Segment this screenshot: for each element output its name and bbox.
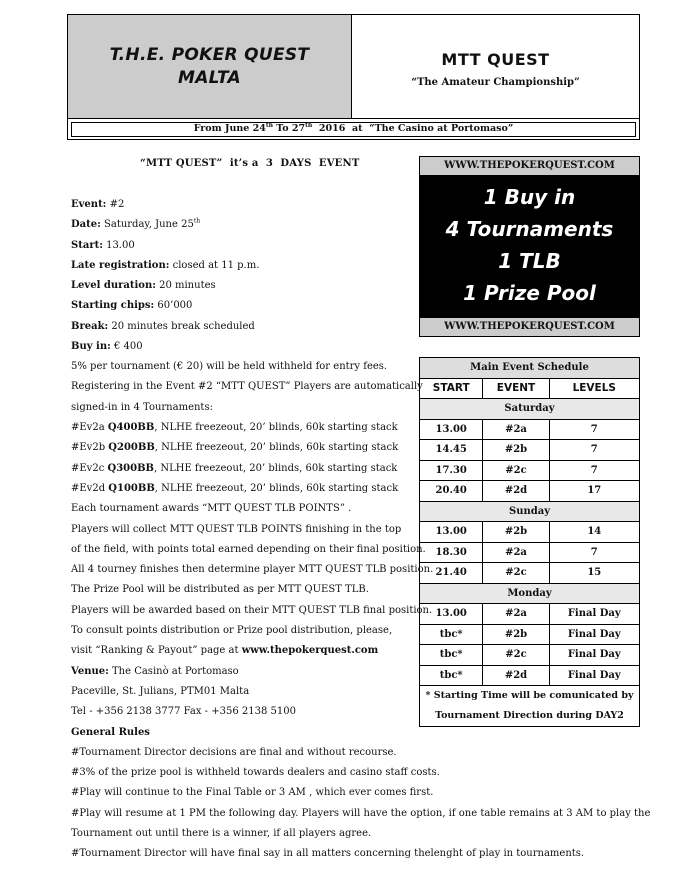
promo-url-top[interactable]: WWW.THEPOKERQUEST.COM bbox=[419, 156, 640, 176]
day-monday: Monday bbox=[420, 583, 640, 604]
event-title: MTT QUEST bbox=[441, 50, 550, 69]
rule-4: #Play will resume at 1 PM the following day. Players will have the option, if one table remains at 3 AM to play the bbox=[71, 808, 651, 819]
table-row: tbc* #2c Final Day bbox=[420, 645, 640, 666]
table-row: 13.00 #2b 14 bbox=[420, 522, 640, 543]
awarded-text: Players will be awarded based on their MTT QUEST TLB final position. bbox=[71, 605, 433, 616]
consult-text: To consult points distribution or Prize pool distribution, please, bbox=[71, 625, 393, 636]
register-text-1: Registering in the Event #2 “MTT QUEST” Players are automatically bbox=[71, 381, 423, 392]
awards-text: Each tournament awards “MTT QUEST TLB POINTS” . bbox=[71, 503, 352, 514]
day-sunday: Sunday bbox=[420, 501, 640, 522]
visit-text: visit “Ranking & Payout” page at www.thepokerquest.com bbox=[71, 645, 379, 656]
buy-in: Buy in: € 400 bbox=[71, 341, 143, 352]
col-start: START bbox=[420, 378, 483, 399]
promo-box bbox=[419, 156, 640, 337]
event-subtitle: “The Amateur Championship” bbox=[411, 77, 580, 88]
event-intro: “MTT QUEST” it’s a 3 DAYS EVENT bbox=[140, 158, 360, 169]
organizer-location: MALTA bbox=[177, 67, 242, 88]
tournament-ev2b: #Ev2b Q200BB, NLHE freezeout, 20’ blinds, 60k starting stack bbox=[71, 442, 399, 453]
withheld-text: 5% per tournament (€ 20) will be held withheld for entry fees. bbox=[71, 361, 388, 372]
starting-chips: Starting chips: 60’000 bbox=[71, 300, 193, 311]
promo-line-4: 1 Prize Pool bbox=[463, 281, 596, 305]
collect-text-1: Players will collect MTT QUEST TLB POINTS finishing in the top bbox=[71, 524, 402, 535]
rule-6: #Tournament Director will have final say in all matters concerning thelenght of play in tournaments. bbox=[71, 848, 585, 859]
table-row: 13.00 #2a 7 bbox=[420, 419, 640, 440]
collect-text-2: of the field, with points total earned depending on their final position. bbox=[71, 544, 426, 555]
promo-url-bottom[interactable]: WWW.THEPOKERQUEST.COM bbox=[419, 317, 640, 337]
tournament-ev2c: #Ev2c Q300BB, NLHE freezeout, 20’ blinds, 60k starting stack bbox=[71, 463, 398, 474]
promo-banner bbox=[419, 176, 640, 317]
break-info: Break: 20 minutes break scheduled bbox=[71, 321, 255, 332]
col-event: EVENT bbox=[483, 378, 549, 399]
table-row: 21.40 #2c 15 bbox=[420, 563, 640, 584]
event-date: Date: Saturday, June 25th bbox=[71, 217, 201, 230]
organizer-panel bbox=[68, 15, 352, 118]
event-number: Event: #2 bbox=[71, 199, 125, 210]
prizepool-text: The Prize Pool will be distributed as per MTT QUEST TLB. bbox=[71, 584, 369, 595]
table-row: 18.30 #2a 7 bbox=[420, 542, 640, 563]
website-link[interactable]: www.thepokerquest.com bbox=[241, 645, 379, 656]
event-start: Start: 13.00 bbox=[71, 240, 135, 251]
organizer-name: T.H.E. POKER QUEST bbox=[109, 44, 310, 65]
day-saturday: Saturday bbox=[420, 399, 640, 420]
venue-phone: Tel - +356 2138 3777 Fax - +356 2138 5100 bbox=[71, 706, 296, 717]
event-title-panel bbox=[352, 15, 639, 118]
table-row: tbc* #2d Final Day bbox=[420, 665, 640, 686]
table-row: 20.40 #2d 17 bbox=[420, 481, 640, 502]
register-text-2: signed-in in 4 Tournaments: bbox=[71, 402, 213, 413]
promo-line-2: 4 Tournaments bbox=[445, 217, 614, 241]
table-row: 14.45 #2b 7 bbox=[420, 440, 640, 461]
schedule-note: * Starting Time will be comunicated by Tournament Direction during DAY2 bbox=[420, 686, 640, 727]
rule-2: #3% of the prize pool is withheld towards dealers and casino staff costs. bbox=[71, 767, 440, 778]
table-row: tbc* #2b Final Day bbox=[420, 624, 640, 645]
dates-row bbox=[68, 118, 639, 139]
table-row: 17.30 #2c 7 bbox=[420, 460, 640, 481]
rule-3: #Play will continue to the Final Table or 3 AM , which ever comes first. bbox=[71, 787, 434, 798]
venue-address: Paceville, St. Julians, PTM01 Malta bbox=[71, 686, 250, 697]
col-levels: LEVELS bbox=[549, 378, 639, 399]
event-dates: From June 24th To 27th 2016 at “The Casino at Portomaso” bbox=[71, 122, 636, 137]
schedule-title: Main Event Schedule bbox=[420, 358, 640, 379]
tournament-ev2a: #Ev2a Q400BB, NLHE freezeout, 20’ blinds, 60k starting stack bbox=[71, 422, 398, 433]
rules-heading: General Rules bbox=[71, 727, 150, 738]
venue: Venue: The Casinò at Portomaso bbox=[71, 666, 239, 677]
table-row: 13.00 #2a Final Day bbox=[420, 604, 640, 625]
late-registration: Late registration: closed at 11 p.m. bbox=[71, 260, 260, 271]
tournament-ev2d: #Ev2d Q100BB, NLHE freezeout, 20’ blinds, 60k starting stack bbox=[71, 483, 399, 494]
rule-5: Tournament out until there is a winner, if all players agree. bbox=[71, 828, 372, 839]
finishes-text: All 4 tourney finishes then determine player MTT QUEST TLB position. bbox=[71, 564, 434, 575]
rule-1: #Tournament Director decisions are final and without recourse. bbox=[71, 747, 397, 758]
promo-line-3: 1 TLB bbox=[498, 249, 561, 273]
header-box bbox=[67, 14, 640, 140]
level-duration: Level duration: 20 minutes bbox=[71, 280, 216, 291]
schedule-table bbox=[419, 357, 640, 727]
promo-line-1: 1 Buy in bbox=[483, 185, 576, 209]
